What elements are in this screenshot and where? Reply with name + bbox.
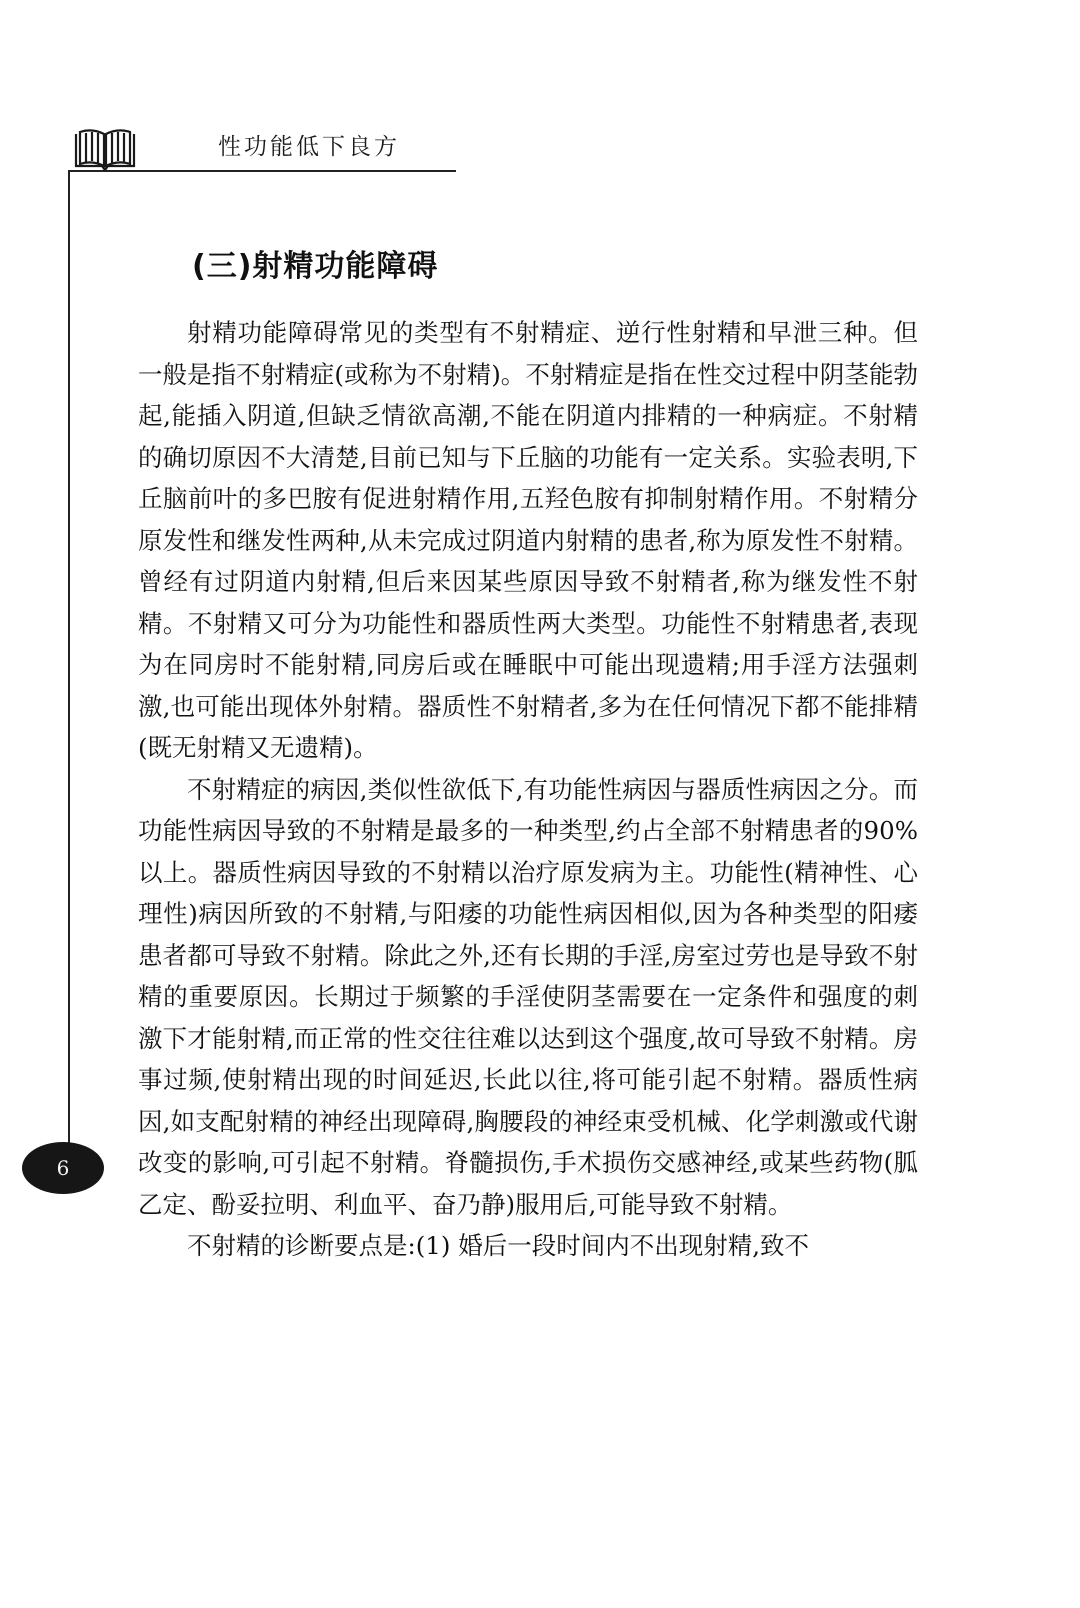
margin-rule [68, 170, 70, 1155]
page-number-badge: 6 [22, 1142, 104, 1194]
paragraph: 不射精的诊断要点是:(1) 婚后一段时间内不出现射精,致不 [187, 1231, 810, 1260]
running-header: 性功能低下良方 [218, 134, 400, 160]
open-book-icon [72, 126, 138, 172]
paragraph: 射精功能障碍常见的类型有不射精症、逆行性射精和早泄三种。但一般是指不射精症(或称为不射精)。不射精症是指在性交过程中阴茎能勃起,能插入阴道,但缺乏情欲高潮,不能在阴道内排精的一种病症。不射精的确切原因不大清楚,目前已知与下丘脑的功能有一定关系。实验表明,下丘脑前叶的多巴胺有促进射精作用,五羟色胺有抑制射精作用。不射精分原发性和继发性两种,从未完成过阴道内射精的患者,称为原发性不射精。曾经有过阴道内射精,但后来因某些原因导致不射精者,称为继发性不射精。不射精又可分为功能性和器质性两大类型。功能性不射精患者,表现为在同房时不能射精,同房后或在睡眠中可能出现遗精;用手淫方法强刺激,也可能出现体外射精。器质性不射精者,多为在任何情况下都不能排精(既无射精又无遗精)。 [138, 318, 918, 762]
section-title: (三)射精功能障碍 [192, 249, 439, 284]
paragraph: 不射精症的病因,类似性欲低下,有功能性病因与器质性病因之分。而功能性病因导致的不射精是最多的一种类型,约占全部不射精患者的90%以上。器质性病因导致的不射精以治疗原发病为主。功能性(精神性、心理性)病因所致的不射精,与阳痿的功能性病因相似,因为各种类型的阳痿患者都可导致不射精。除此之外,还有长期的手淫,房室过劳也是导致不射精的重要原因。长期过于频繁的手淫使阴茎需要在一定条件和强度的刺激下才能射精,而正常的性交往往难以达到这个强度,故可导致不射精。房事过频,使射精出现的时间延迟,长此以往,将可能引起不射精。器质性病因,如支配射精的神经出现障碍,胸腰段的神经束受机械、化学刺激或代谢改变的影响,可引起不射精。脊髓损伤,手术损伤交感神经,或某些药物(胍乙定、酚妥拉明、利血平、奋乃静)服用后,可能导致不射精。 [138, 774, 918, 1219]
body-text [138, 312, 918, 1267]
